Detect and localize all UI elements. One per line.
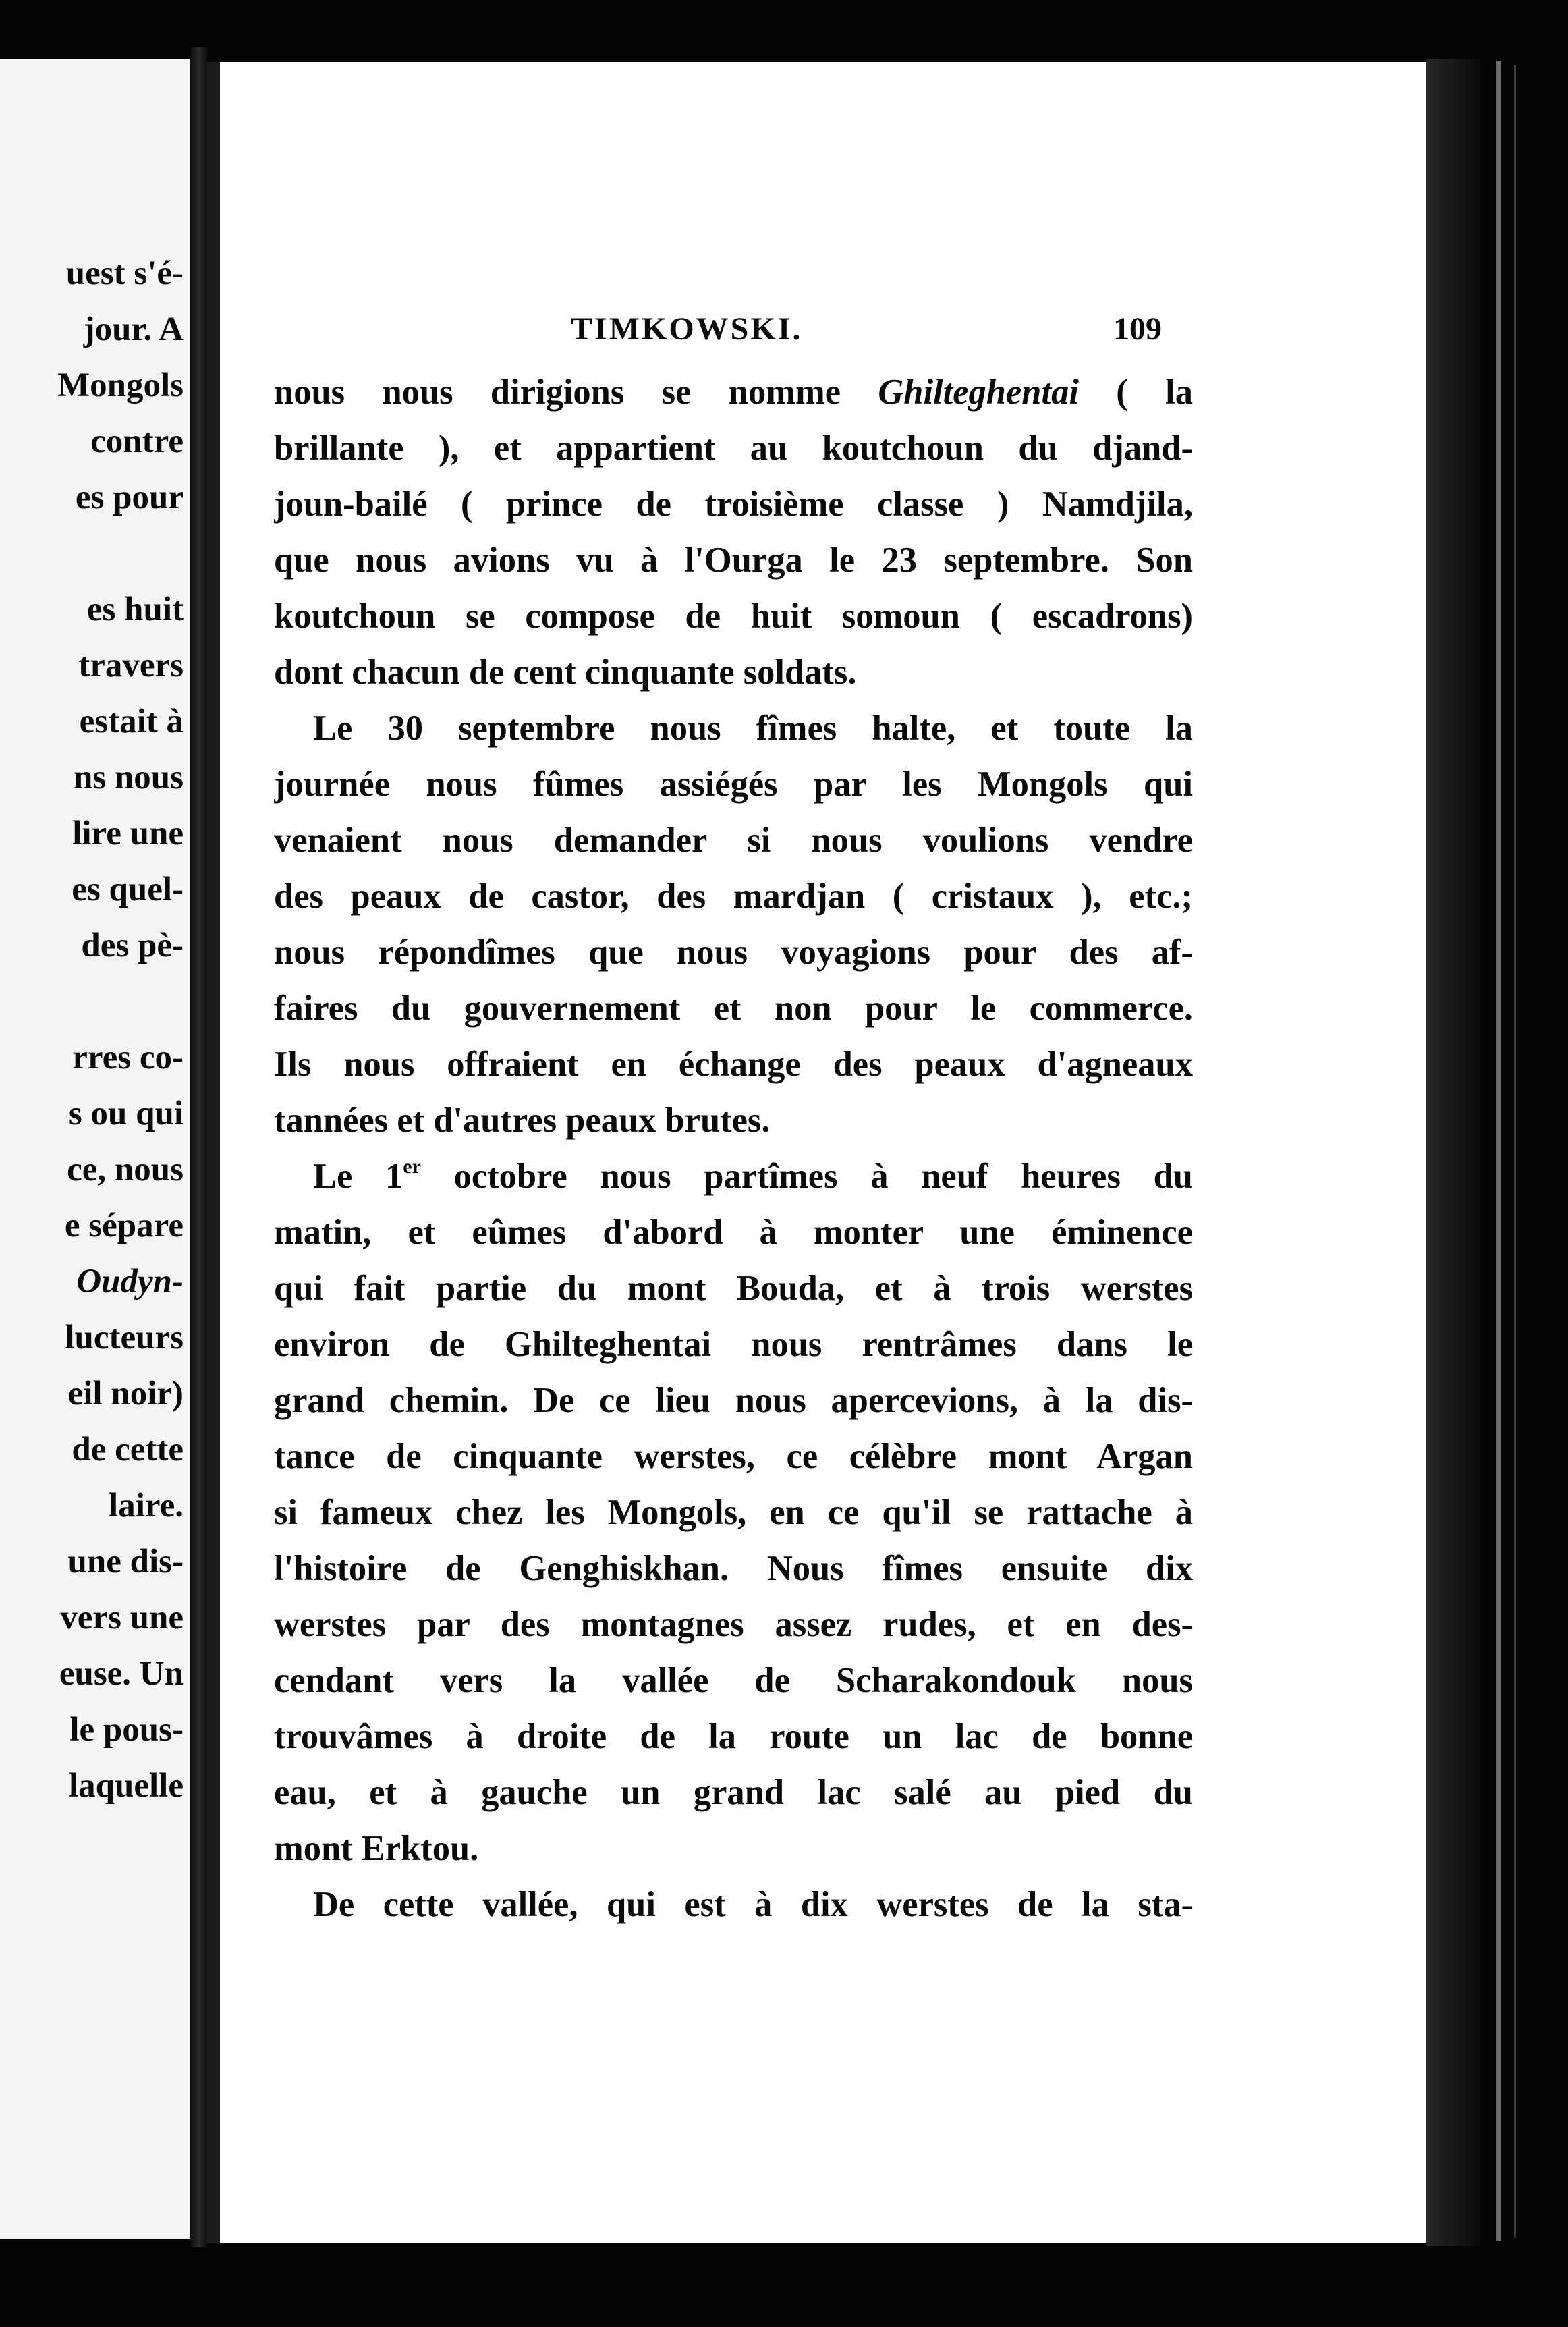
place-name-italic: Ghilteghentai — [878, 373, 1079, 412]
left-page-line: eil noir) — [67, 1375, 184, 1413]
left-page-line: lire une — [72, 815, 184, 852]
book-gutter — [190, 47, 208, 2247]
text-line: des peaux de castor, des mardjan ( cristaux ), etc.; — [274, 877, 1193, 916]
text-line: trouvâmes à droite de la route un lac de bonne — [274, 1717, 1193, 1756]
page-edge-line — [1496, 61, 1501, 2241]
text-line: tannées et d'autres peaux brutes. — [274, 1101, 771, 1140]
left-page-line: travers — [78, 647, 184, 684]
page-number: 109 — [1113, 311, 1162, 347]
text-line: environ de Ghilteghentai nous rentrâmes dans le — [274, 1325, 1193, 1364]
superscript: er — [403, 1155, 421, 1178]
left-page-line: e sépare — [64, 1207, 184, 1244]
left-page-line: s ou qui — [68, 1095, 184, 1132]
left-page-line: lucteurs — [65, 1319, 184, 1357]
left-page-line: es huit — [86, 591, 184, 628]
text-line: tance de cinquante werstes, ce célèbre mont Argan — [274, 1437, 1193, 1476]
text-line: cendant vers la vallée de Scharakondouk nous — [274, 1661, 1193, 1700]
text-line: eau, et à gauche un grand lac salé au pied du — [274, 1773, 1193, 1812]
left-page-line: une dis- — [67, 1543, 184, 1581]
text-line: venaient nous demander si nous voulions vendre — [274, 821, 1193, 860]
text-line: dont chacun de cent cinquante soldats. — [274, 653, 857, 692]
left-page-line: uest s'é- — [65, 254, 184, 292]
body-text — [274, 364, 1193, 1933]
text-line: joun-bailé ( prince de troisième classe ) Namdjila, — [274, 485, 1193, 524]
page-edge-line — [1514, 65, 1516, 2238]
left-page-line: rres co- — [72, 1039, 184, 1076]
right-page — [206, 62, 1440, 2243]
text-line: que nous avions vu à l'Ourga le 23 septembre. Son — [274, 541, 1193, 580]
left-page-line: ns nous — [73, 759, 184, 796]
left-page-line: contre — [90, 422, 184, 460]
left-page-line: de cette — [72, 1431, 184, 1469]
text-line: matin, et eûmes d'abord à monter une éminence — [274, 1213, 1193, 1252]
left-page-line: laire. — [109, 1487, 184, 1525]
left-page-line: es quel- — [72, 871, 184, 908]
page-edge-shadow — [1426, 59, 1480, 2246]
text-line: nous nous dirigions se nomme Ghilteghentai ( la — [274, 373, 1193, 412]
left-facing-page — [0, 59, 194, 2239]
text-line: werstes par des montagnes assez rudes, et en des- — [274, 1605, 1193, 1644]
text-line: Le 1er octobre nous partîmes à neuf heures du — [313, 1155, 1193, 1196]
text-line: mont Erktou. — [274, 1829, 479, 1868]
text-line: De cette vallée, qui est à dix werstes de la sta- — [313, 1885, 1193, 1924]
left-page-line: estait à — [79, 703, 184, 740]
text-line: qui fait partie du mont Bouda, et à trois werstes — [274, 1269, 1193, 1308]
text-line: Le 30 septembre nous fîmes halte, et toute la — [313, 709, 1193, 748]
left-page-line: Mongols — [57, 366, 184, 404]
left-page-line: es pour — [75, 478, 184, 516]
text-line: faires du gouvernement et non pour le commerce. — [274, 989, 1193, 1028]
left-page-line: vers une — [60, 1599, 184, 1637]
left-page-line: des pè- — [81, 927, 184, 964]
left-page-line: le pous- — [69, 1711, 184, 1749]
left-page-line: ce, nous — [67, 1151, 184, 1188]
text-line: journée nous fûmes assiégés par les Mongols qui — [274, 765, 1193, 804]
text-line: nous répondîmes que nous voyagions pour des af- — [274, 933, 1193, 972]
running-head-title: TIMKOWSKI. — [571, 311, 803, 347]
left-page-line: euse. Un — [59, 1655, 184, 1693]
left-page-line: laquelle — [68, 1767, 184, 1805]
left-page-line: Oudyn- — [76, 1263, 184, 1301]
left-page-line: jour. A — [83, 310, 184, 348]
text-line: koutchoun se compose de huit somoun ( escadrons) — [274, 597, 1193, 636]
text-line: si fameux chez les Mongols, en ce qu'il se rattache à — [274, 1493, 1193, 1532]
text-line: grand chemin. De ce lieu nous apercevions, à la dis- — [274, 1381, 1193, 1420]
text-line: brillante ), et appartient au koutchoun du djand- — [274, 429, 1193, 468]
text-line: l'histoire de Genghiskhan. Nous fîmes ensuite dix — [274, 1549, 1193, 1588]
text-line: Ils nous offraient en échange des peaux d'agneaux — [274, 1045, 1193, 1084]
